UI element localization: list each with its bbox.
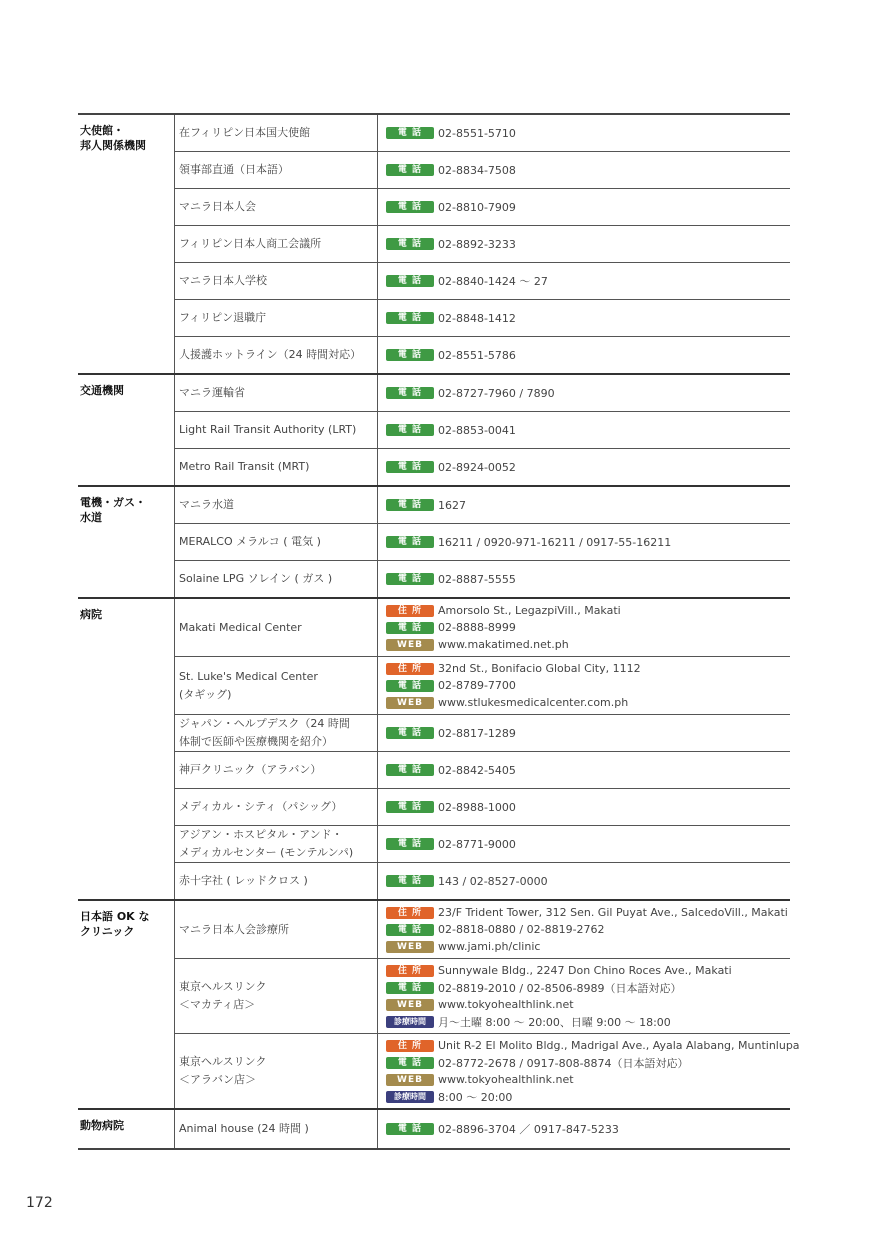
hours-line bbox=[386, 1013, 790, 1030]
contact-info bbox=[378, 486, 791, 524]
table-row bbox=[78, 524, 790, 561]
facility-name: Animal house (24 時間 ) bbox=[175, 1109, 378, 1149]
web-badge: WEB bbox=[386, 999, 434, 1011]
web-line bbox=[386, 996, 790, 1013]
tel-line bbox=[386, 162, 790, 179]
tel-value: 02-8818-0880 / 02-8819-2762 bbox=[438, 923, 605, 936]
facility-name: 東京ヘルスリンク ＜アラバン店＞ bbox=[175, 1034, 378, 1110]
category-label: 日本語 OK な クリニック bbox=[78, 900, 175, 1109]
tel-badge: 電 話 bbox=[386, 349, 434, 361]
contact-info bbox=[378, 715, 791, 752]
address-badge: 住 所 bbox=[386, 605, 434, 617]
table-row bbox=[78, 715, 790, 752]
tel-line bbox=[386, 347, 790, 364]
table-row bbox=[78, 959, 790, 1034]
contact-info bbox=[378, 1109, 791, 1149]
tel-badge: 電 話 bbox=[386, 312, 434, 324]
web-value[interactable]: www.jami.ph/clinic bbox=[438, 940, 541, 953]
category-label: 電機・ガス・ 水道 bbox=[78, 486, 175, 598]
tel-badge: 電 話 bbox=[386, 461, 434, 473]
tel-line bbox=[386, 422, 790, 439]
web-value[interactable]: www.tokyohealthlink.net bbox=[438, 998, 574, 1011]
contact-info bbox=[378, 1034, 800, 1110]
tel-line bbox=[386, 725, 790, 742]
tel-value: 02-8551-5786 bbox=[438, 348, 516, 362]
facility-name: 人援護ホットライン（24 時間対応） bbox=[175, 337, 378, 375]
table-row bbox=[78, 789, 790, 826]
tel-line bbox=[386, 199, 790, 216]
web-badge: WEB bbox=[386, 1074, 434, 1086]
tel-value: 02-8887-5555 bbox=[438, 572, 516, 586]
tel-value: 02-8727-7960 / 7890 bbox=[438, 386, 555, 400]
address-badge: 住 所 bbox=[386, 965, 434, 977]
tel-line bbox=[386, 497, 790, 514]
contact-directory-table bbox=[78, 113, 800, 1150]
address-value: Amorsolo St., LegazpiVill., Makati bbox=[438, 604, 621, 617]
hours-badge: 診療時間 bbox=[386, 1016, 434, 1028]
tel-line bbox=[386, 1121, 790, 1138]
table-row bbox=[78, 486, 790, 524]
category-label: 動物病院 bbox=[78, 1109, 175, 1149]
contact-info bbox=[378, 657, 791, 715]
tel-value: 02-8834-7508 bbox=[438, 163, 516, 177]
facility-name: Light Rail Transit Authority (LRT) bbox=[175, 412, 378, 449]
tel-badge: 電 話 bbox=[386, 801, 434, 813]
tel-value: 02-8817-1289 bbox=[438, 726, 516, 740]
tel-badge: 電 話 bbox=[386, 1123, 434, 1135]
contact-info bbox=[378, 900, 791, 959]
tel-value: 02-8892-3233 bbox=[438, 237, 516, 251]
tel-line bbox=[386, 459, 790, 476]
contact-info bbox=[378, 189, 791, 226]
tel-line bbox=[386, 677, 790, 694]
tel-value: 16211 / 0920-971-16211 / 0917-55-16211 bbox=[438, 535, 672, 549]
tel-badge: 電 話 bbox=[386, 127, 434, 139]
table-row bbox=[78, 752, 790, 789]
table-row bbox=[78, 1034, 790, 1110]
address-line bbox=[386, 660, 790, 677]
tel-value: 02-8819-2010 / 02-8506-8989（日本語対応） bbox=[438, 981, 682, 995]
tel-value: 02-8551-5710 bbox=[438, 126, 516, 140]
tel-line bbox=[386, 385, 790, 402]
tel-line bbox=[386, 619, 790, 636]
facility-name: 赤十字社 ( レッドクロス ) bbox=[175, 863, 378, 901]
contact-info bbox=[378, 863, 791, 901]
table-row bbox=[78, 152, 790, 189]
tel-badge: 電 話 bbox=[386, 680, 434, 692]
contact-info bbox=[378, 959, 791, 1034]
category-label: 大使館・ 邦人関係機関 bbox=[80, 124, 146, 152]
web-line bbox=[386, 938, 790, 955]
tel-badge: 電 話 bbox=[386, 982, 434, 994]
address-badge: 住 所 bbox=[386, 663, 434, 675]
tel-badge: 電 話 bbox=[386, 1057, 434, 1069]
tel-line bbox=[386, 534, 790, 551]
web-value[interactable]: www.makatimed.net.ph bbox=[438, 638, 569, 651]
table-row bbox=[78, 374, 790, 412]
contact-info bbox=[378, 337, 791, 375]
tel-line bbox=[386, 836, 790, 853]
table-row bbox=[78, 337, 790, 375]
contact-info bbox=[378, 300, 791, 337]
facility-name: MERALCO メラルコ ( 電気 ) bbox=[175, 524, 378, 561]
tel-line bbox=[386, 762, 790, 779]
tel-badge: 電 話 bbox=[386, 387, 434, 399]
tel-badge: 電 話 bbox=[386, 238, 434, 250]
table-row bbox=[78, 263, 790, 300]
hours-badge: 診療時間 bbox=[386, 1091, 434, 1103]
tel-value: 02-8988-1000 bbox=[438, 800, 516, 814]
facility-name: フィリピン日本人商工会議所 bbox=[175, 226, 378, 263]
tel-line bbox=[386, 799, 790, 816]
tel-value: 02-8924-0052 bbox=[438, 460, 516, 474]
category-label: 病院 bbox=[78, 598, 175, 900]
tel-badge: 電 話 bbox=[386, 275, 434, 287]
tel-badge: 電 話 bbox=[386, 875, 434, 887]
tel-value: 1627 bbox=[438, 498, 466, 512]
tel-value: 02-8853-0041 bbox=[438, 423, 516, 437]
facility-name: マニラ日本人会診療所 bbox=[175, 900, 378, 959]
table-row bbox=[78, 900, 790, 959]
contact-info bbox=[378, 412, 791, 449]
table-row bbox=[78, 826, 790, 863]
web-badge: WEB bbox=[386, 697, 434, 709]
table-row bbox=[78, 449, 790, 487]
facility-name: Solaine LPG ソレイン ( ガス ) bbox=[175, 561, 378, 599]
hours-line bbox=[386, 1088, 790, 1105]
address-badge: 住 所 bbox=[386, 1040, 434, 1052]
contact-info bbox=[378, 598, 791, 657]
contact-info bbox=[378, 263, 791, 300]
facility-name: Makati Medical Center bbox=[175, 598, 378, 657]
table-row bbox=[78, 657, 790, 715]
facility-name: マニラ運輸省 bbox=[175, 374, 378, 412]
table-row bbox=[78, 226, 790, 263]
tel-badge: 電 話 bbox=[386, 201, 434, 213]
tel-line bbox=[386, 921, 790, 938]
tel-value: 02-8771-9000 bbox=[438, 837, 516, 851]
web-value[interactable]: www.stlukesmedicalcenter.com.ph bbox=[438, 696, 629, 709]
web-value[interactable]: www.tokyohealthlink.net bbox=[438, 1073, 574, 1086]
tel-badge: 電 話 bbox=[386, 764, 434, 776]
web-line bbox=[386, 636, 790, 653]
table-row bbox=[78, 863, 790, 901]
tel-value: 143 / 02-8527-0000 bbox=[438, 874, 548, 888]
table-row bbox=[78, 412, 790, 449]
contact-info bbox=[378, 449, 791, 487]
facility-name: St. Luke's Medical Center (タギッグ) bbox=[175, 657, 378, 715]
web-line bbox=[386, 1071, 790, 1088]
table-row bbox=[78, 561, 790, 599]
address-value: 32nd St., Bonifacio Global City, 1112 bbox=[438, 662, 641, 675]
facility-name: ジャパン・ヘルプデスク（24 時間 体制で医師や医療機関を紹介） bbox=[175, 715, 378, 752]
tel-badge: 電 話 bbox=[386, 838, 434, 850]
facility-name: マニラ日本人学校 bbox=[175, 263, 378, 300]
tel-value: 02-8840-1424 ～ 27 bbox=[438, 275, 548, 288]
contact-info bbox=[378, 789, 791, 826]
address-line bbox=[386, 602, 790, 619]
tel-line bbox=[386, 873, 790, 890]
tel-badge: 電 話 bbox=[386, 164, 434, 176]
contact-info bbox=[378, 152, 791, 189]
tel-value: 02-8848-1412 bbox=[438, 311, 516, 325]
tel-badge: 電 話 bbox=[386, 424, 434, 436]
tel-badge: 電 話 bbox=[386, 727, 434, 739]
tel-value: 02-8888-8999 bbox=[438, 621, 516, 634]
facility-name: 神戸クリニック（アラバン） bbox=[175, 752, 378, 789]
contact-info bbox=[378, 752, 791, 789]
directory-body bbox=[78, 114, 800, 1149]
table-row bbox=[78, 1109, 790, 1149]
facility-name: マニラ水道 bbox=[175, 486, 378, 524]
contact-info bbox=[378, 561, 791, 599]
tel-line bbox=[386, 979, 790, 996]
address-value: Unit R-2 El Molito Bldg., Madrigal Ave., Ayala Alabang, Muntinlupa bbox=[438, 1039, 800, 1052]
tel-line bbox=[386, 273, 790, 290]
tel-line bbox=[386, 1054, 790, 1071]
facility-name: フィリピン退職庁 bbox=[175, 300, 378, 337]
tel-value: 02-8772-2678 / 0917-808-8874（日本語対応） bbox=[438, 1056, 689, 1070]
contact-info bbox=[378, 524, 791, 561]
facility-name: マニラ日本人会 bbox=[175, 189, 378, 226]
facility-name: アジアン・ホスピタル・アンド・ メディカルセンター (モンテルンパ) bbox=[175, 826, 378, 863]
contact-info bbox=[378, 826, 791, 863]
facility-name: 東京ヘルスリンク ＜マカティ店＞ bbox=[175, 959, 378, 1034]
address-badge: 住 所 bbox=[386, 907, 434, 919]
table-row bbox=[78, 598, 790, 657]
address-line bbox=[386, 904, 790, 921]
tel-line bbox=[386, 125, 790, 142]
tel-line bbox=[386, 571, 790, 588]
contact-info bbox=[378, 226, 791, 263]
tel-value: 02-8842-5405 bbox=[438, 763, 516, 777]
category-label: 交通機関 bbox=[78, 374, 175, 486]
hours-value: 8:00 ～ 20:00 bbox=[438, 1090, 513, 1104]
facility-name: 在フィリピン日本国大使館 bbox=[175, 114, 378, 152]
table-row bbox=[78, 114, 790, 152]
tel-badge: 電 話 bbox=[386, 622, 434, 634]
tel-badge: 電 話 bbox=[386, 536, 434, 548]
tel-value: 02-8789-7700 bbox=[438, 679, 516, 692]
address-value: Sunnywale Bldg., 2247 Don Chino Roces Ave., Makati bbox=[438, 964, 732, 977]
hours-value: 月～土曜 8:00 ～ 20:00、日曜 9:00 ～ 18:00 bbox=[438, 1015, 671, 1029]
tel-badge: 電 話 bbox=[386, 499, 434, 511]
tel-badge: 電 話 bbox=[386, 924, 434, 936]
tel-value: 02-8896-3704 ／ 0917-847-5233 bbox=[438, 1123, 619, 1136]
address-line bbox=[386, 1037, 800, 1054]
address-line bbox=[386, 962, 790, 979]
facility-name: 領事部直通（日本語） bbox=[175, 152, 378, 189]
tel-line bbox=[386, 236, 790, 253]
web-line bbox=[386, 694, 790, 711]
table-row bbox=[78, 189, 790, 226]
table-row bbox=[78, 300, 790, 337]
tel-badge: 電 話 bbox=[386, 573, 434, 585]
facility-name: メディカル・シティ（パシッグ） bbox=[175, 789, 378, 826]
web-badge: WEB bbox=[386, 639, 434, 651]
facility-name: Metro Rail Transit (MRT) bbox=[175, 449, 378, 487]
contact-info bbox=[378, 114, 791, 152]
tel-line bbox=[386, 310, 790, 327]
web-badge: WEB bbox=[386, 941, 434, 953]
contact-info bbox=[378, 374, 791, 412]
tel-value: 02-8810-7909 bbox=[438, 200, 516, 214]
address-value: 23/F Trident Tower, 312 Sen. Gil Puyat Ave., SalcedoVill., Makati bbox=[438, 906, 788, 919]
page-number: 172 bbox=[26, 1195, 53, 1211]
